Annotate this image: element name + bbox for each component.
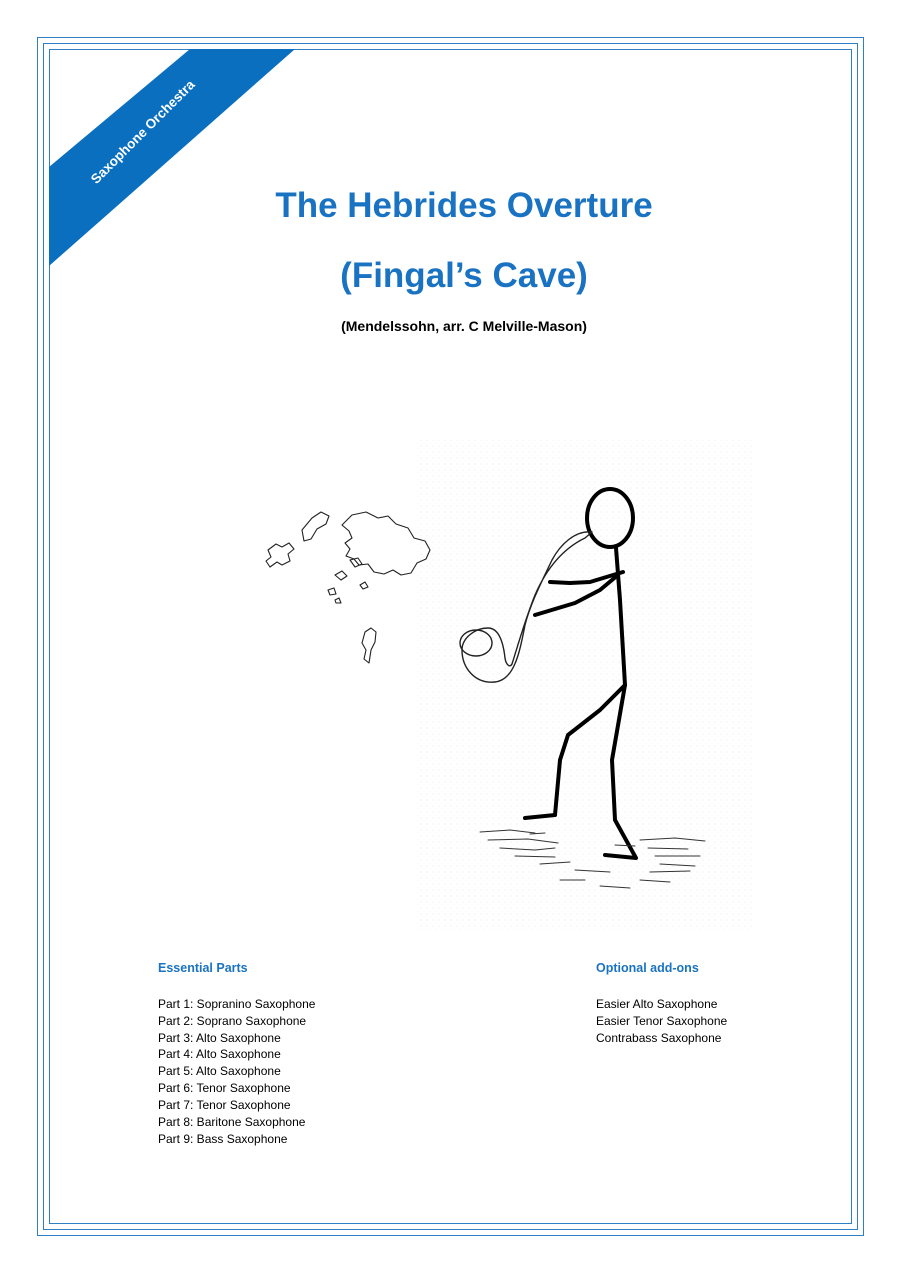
list-item: Part 8: Baritone Saxophone (158, 1114, 306, 1129)
essential-parts-heading: Essential Parts (158, 961, 248, 975)
title-line-2: (Fingal’s Cave) (340, 256, 588, 295)
arranger-credit: (Mendelssohn, arr. C Melville-Mason) (341, 318, 587, 334)
list-item: Part 1: Sopranino Saxophone (158, 997, 316, 1011)
optional-addons-heading: Optional add-ons (596, 961, 699, 975)
hebrides-islands-map-illustration (266, 512, 430, 663)
list-item: Part 4: Alto Saxophone (158, 1047, 281, 1062)
title-line-1: The Hebrides Overture (275, 186, 653, 225)
illustration-background (417, 440, 752, 930)
list-item: Part 5: Alto Saxophone (158, 1064, 281, 1079)
list-item: Part 9: Bass Saxophone (158, 1132, 288, 1147)
essential-parts-list (158, 996, 315, 1148)
list-item: Part 6: Tenor Saxophone (158, 1080, 291, 1095)
list-item: Easier Tenor Saxophone (596, 1013, 728, 1028)
list-item: Easier Alto Saxophone (596, 997, 718, 1011)
list-item: Part 7: Tenor Saxophone (158, 1097, 291, 1112)
banner-label: Saxophone Orchestra (87, 76, 198, 187)
list-item: Part 2: Soprano Saxophone (158, 1013, 307, 1028)
list-item: Contrabass Saxophone (596, 1030, 722, 1045)
list-item: Part 3: Alto Saxophone (158, 1030, 281, 1045)
optional-addons-list (596, 996, 727, 1046)
